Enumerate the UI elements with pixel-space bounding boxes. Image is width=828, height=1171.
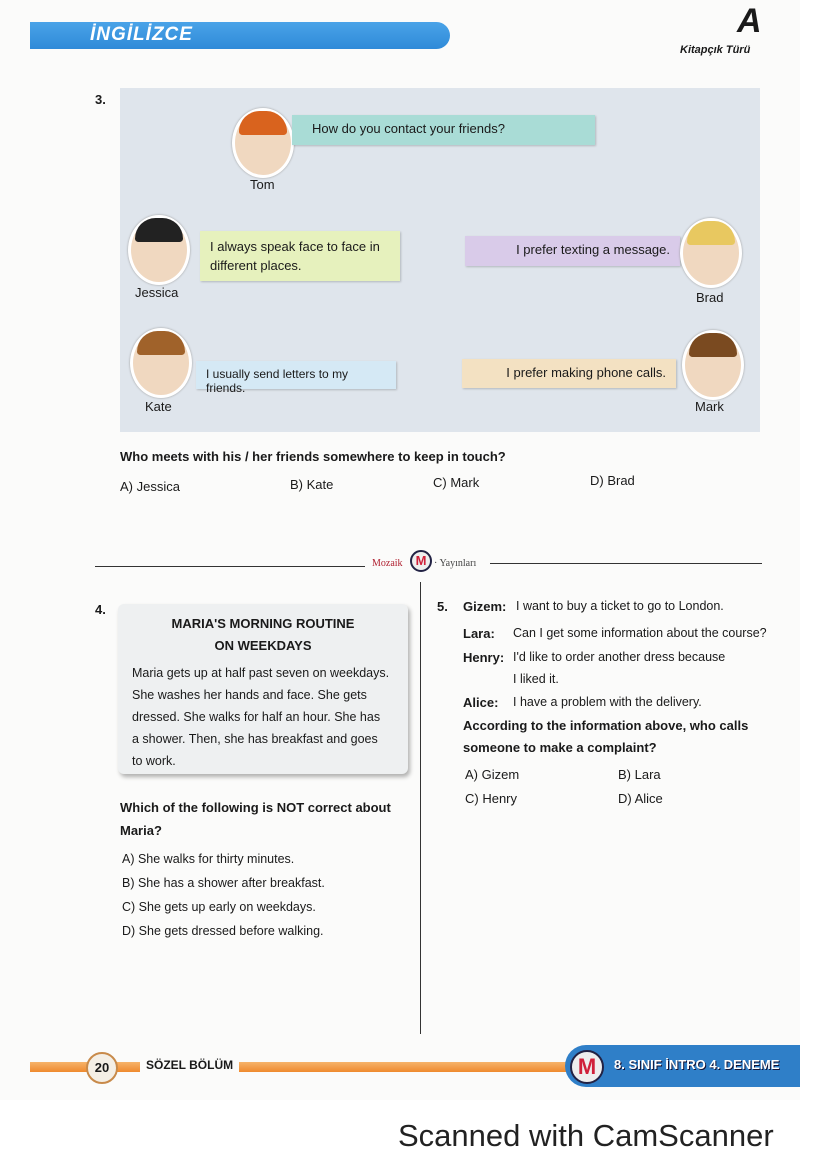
jessica-speech <box>200 231 400 281</box>
dialogue-line: I liked it. <box>513 672 559 686</box>
dialogue-line: Can I get some information about the course? <box>513 626 767 640</box>
reading-line: to work. <box>132 754 176 768</box>
dialogue-line: I have a problem with the delivery. <box>513 695 702 709</box>
mozaik-logo: M <box>570 1050 604 1084</box>
publisher-name: Mozaik <box>372 558 403 569</box>
exam-title: 8. SINIF İNTRO 4. DENEME <box>614 1057 780 1072</box>
jessica-avatar <box>128 215 190 285</box>
tom-name: Tom <box>250 177 275 192</box>
booklet-letter: A <box>737 2 762 40</box>
brad-avatar <box>680 218 742 288</box>
brad-name: Brad <box>696 290 724 305</box>
question-3-number: 3. <box>95 92 106 107</box>
speaker: Alice: <box>463 695 499 710</box>
q5-option-d[interactable]: D) Alice <box>618 791 663 806</box>
divider-line <box>95 566 365 567</box>
q3-option-c[interactable]: C) Mark <box>433 475 480 490</box>
reading-title: ON WEEKDAYS <box>214 638 312 653</box>
question-3-text: Who meets with his / her friends somewhere to keep in touch? <box>120 449 506 464</box>
dialogue-line: I want to buy a ticket to go to London. <box>516 599 724 613</box>
jessica-speech-line: different places. <box>210 258 302 273</box>
booklet-label: Kitapçık Türü <box>680 44 751 56</box>
section-label: SÖZEL BÖLÜM <box>140 1058 239 1072</box>
jessica-speech-line: I always speak face to face in <box>210 239 380 254</box>
q5-option-a[interactable]: A) Gizem <box>465 767 520 782</box>
kate-name: Kate <box>145 399 172 414</box>
kate-speech: I usually send letters to my friends. <box>196 361 396 389</box>
publisher-logo: M <box>410 550 432 572</box>
q5-option-b[interactable]: B) Lara <box>618 767 661 782</box>
reading-title: MARIA'S MORNING ROUTINE <box>171 616 355 631</box>
speaker: Gizem: <box>463 599 507 614</box>
divider-line <box>490 563 762 564</box>
dialogue-line: I'd like to order another dress because <box>513 650 726 664</box>
reading-line: Maria gets up at half past seven on weekdays. <box>132 666 390 680</box>
kate-avatar <box>130 328 192 398</box>
q3-option-a[interactable]: A) Jessica <box>120 479 180 494</box>
question-4-text: Which of the following is NOT correct about <box>120 800 391 815</box>
question-4-number: 4. <box>95 602 106 617</box>
q4-option-b[interactable]: B) She has a shower after breakfast. <box>122 876 325 890</box>
column-divider <box>420 582 421 1034</box>
speaker: Lara: <box>463 626 495 641</box>
camscanner-watermark: Scanned with CamScanner <box>398 1118 774 1153</box>
mark-avatar <box>682 330 744 400</box>
mark-name: Mark <box>695 399 724 414</box>
speaker: Henry: <box>463 650 505 665</box>
subject-title: İNGİLİZCE <box>90 24 193 45</box>
publisher-suffix: · Yayınları <box>434 558 477 569</box>
question-5-number: 5. <box>437 599 448 614</box>
mark-speech: I prefer making phone calls. <box>462 359 676 388</box>
brad-speech: I prefer texting a message. <box>465 236 680 266</box>
q3-option-b[interactable]: B) Kate <box>290 477 334 492</box>
tom-speech: How do you contact your friends? <box>292 115 595 145</box>
tom-avatar <box>232 108 294 178</box>
q4-option-d[interactable]: D) She gets dressed before walking. <box>122 924 324 938</box>
page-number: 20 <box>86 1052 118 1084</box>
reading-line: She washes her hands and face. She gets <box>132 688 367 702</box>
reading-line: a shower. Then, she has breakfast and goes <box>132 732 378 746</box>
reading-line: dressed. She walks for half an hour. She has <box>132 710 381 724</box>
question-5-text: someone to make a complaint? <box>463 740 657 755</box>
question-5-text: According to the information above, who calls <box>463 718 749 733</box>
question-4-text: Maria? <box>120 823 162 838</box>
q4-option-c[interactable]: C) She gets up early on weekdays. <box>122 900 316 914</box>
jessica-name: Jessica <box>135 285 179 300</box>
q3-option-d[interactable]: D) Brad <box>590 473 635 488</box>
q5-option-c[interactable]: C) Henry <box>465 791 518 806</box>
q4-option-a[interactable]: A) She walks for thirty minutes. <box>122 852 295 866</box>
